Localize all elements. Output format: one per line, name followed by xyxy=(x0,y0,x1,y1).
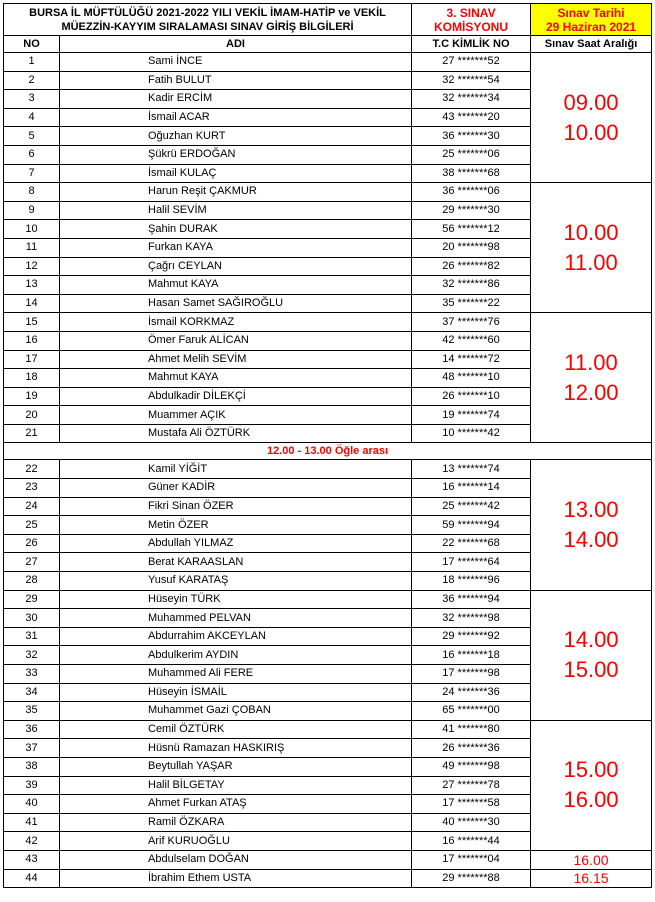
exam-end-time: 11.00 xyxy=(564,249,618,275)
candidate-name: Ömer Faruk ALİCAN xyxy=(60,331,412,350)
tc-id-number: 35 *******22 xyxy=(412,294,531,313)
row-number: 1 xyxy=(4,53,60,72)
tc-id-number: 32 *******54 xyxy=(412,71,531,90)
exam-date-value: 29 Haziran 2021 xyxy=(545,19,637,34)
tc-id-number: 13 *******74 xyxy=(412,460,531,479)
candidate-name: Halil SEVİM xyxy=(60,201,412,220)
tc-id-number: 14 *******72 xyxy=(412,350,531,369)
exam-end-time: 15.00 xyxy=(563,657,619,683)
row-number: 42 xyxy=(4,832,60,851)
row-number: 2 xyxy=(4,71,60,90)
tc-id-number: 17 *******64 xyxy=(412,553,531,572)
lunch-break-label: 12.00 - 13.00 Öğle arası xyxy=(4,443,652,460)
column-header-name: ADI xyxy=(60,36,412,53)
tc-id-number: 59 *******94 xyxy=(412,516,531,535)
candidate-name: Abdurrahim AKCEYLAN xyxy=(60,627,412,646)
row-number: 34 xyxy=(4,683,60,702)
exam-start-time: 14.00 xyxy=(563,627,619,653)
row-number: 21 xyxy=(4,424,60,443)
row-number: 15 xyxy=(4,313,60,332)
row-number: 33 xyxy=(4,665,60,684)
tc-id-number: 27 *******78 xyxy=(412,776,531,795)
tc-id-number: 29 *******92 xyxy=(412,627,531,646)
tc-id-number: 17 *******58 xyxy=(412,795,531,814)
table-row xyxy=(4,313,652,332)
candidate-name: Muhammet Gazi ÇOBAN xyxy=(60,702,412,721)
candidate-name: Metin ÖZER xyxy=(60,516,412,535)
row-number: 40 xyxy=(4,795,60,814)
candidate-name: Abdullah YILMAZ xyxy=(60,534,412,553)
lunch-break-row xyxy=(4,443,652,460)
candidate-name: Mahmut KAYA xyxy=(60,276,412,295)
candidate-name: Ahmet Melih SEVİM xyxy=(60,350,412,369)
row-number: 7 xyxy=(4,164,60,183)
candidate-name: Güner KADİR xyxy=(60,479,412,498)
candidate-name: İsmail KORKMAZ xyxy=(60,313,412,332)
candidate-name: Kamil YİĞİT xyxy=(60,460,412,479)
column-header-tc: T.C KİMLİK NO xyxy=(412,36,531,53)
tc-id-number: 26 *******36 xyxy=(412,739,531,758)
candidate-name: Muhammed Ali FERE xyxy=(60,665,412,684)
row-number: 17 xyxy=(4,350,60,369)
candidate-name: Abdulselam DOĞAN xyxy=(60,850,412,869)
table-row xyxy=(4,590,652,609)
candidate-name: Mahmut KAYA xyxy=(60,369,412,388)
exam-end-time: 16.00 xyxy=(563,787,619,813)
tc-id-number: 17 *******98 xyxy=(412,665,531,684)
tc-id-number: 22 *******68 xyxy=(412,534,531,553)
row-number: 44 xyxy=(4,869,60,888)
tc-id-number: 27 *******52 xyxy=(412,53,531,72)
candidate-name: Arif KURUOĞLU xyxy=(60,832,412,851)
row-number: 8 xyxy=(4,183,60,202)
exam-time-range xyxy=(531,313,652,443)
tc-id-number: 36 *******30 xyxy=(412,127,531,146)
candidate-name: Cemil ÖZTÜRK xyxy=(60,720,412,739)
exam-start-time: 10.00 xyxy=(563,219,619,245)
tc-id-number: 29 *******88 xyxy=(412,869,531,888)
exam-start-time: 11.00 xyxy=(564,349,618,375)
document-title: BURSA İL MÜFTÜLÜĞÜ 2021-2022 YILI VEKİL İMAM-HATİP ve VEKİL MÜEZZİN-KAYYIM SIRALAMASI SINAV GİRİŞ BİLGİLERİ xyxy=(4,4,412,36)
tc-id-number: 41 *******80 xyxy=(412,720,531,739)
row-number: 4 xyxy=(4,108,60,127)
tc-id-number: 25 *******42 xyxy=(412,497,531,516)
row-number: 18 xyxy=(4,369,60,388)
tc-id-number: 29 *******30 xyxy=(412,201,531,220)
candidate-name: İsmail ACAR xyxy=(60,108,412,127)
exam-time: 16.00 xyxy=(531,850,652,869)
candidate-name: Yusuf KARATAŞ xyxy=(60,572,412,591)
table-row xyxy=(4,850,652,869)
row-number: 22 xyxy=(4,460,60,479)
candidate-name: Ramil ÖZKARA xyxy=(60,813,412,832)
row-number: 19 xyxy=(4,387,60,406)
tc-id-number: 37 *******76 xyxy=(412,313,531,332)
row-number: 29 xyxy=(4,590,60,609)
exam-time-range xyxy=(531,590,652,720)
exam-end-time: 12.00 xyxy=(563,379,619,405)
tc-id-number: 19 *******74 xyxy=(412,406,531,425)
tc-id-number: 56 *******12 xyxy=(412,220,531,239)
candidate-name: İbrahim Ethem USTA xyxy=(60,869,412,888)
candidate-name: Sami İNCE xyxy=(60,53,412,72)
candidate-name: Abdulkerim AYDIN xyxy=(60,646,412,665)
candidate-name: Hüseyin TÜRK xyxy=(60,590,412,609)
row-number: 31 xyxy=(4,627,60,646)
row-number: 32 xyxy=(4,646,60,665)
row-number: 9 xyxy=(4,201,60,220)
tc-id-number: 36 *******06 xyxy=(412,183,531,202)
column-header-no: NO xyxy=(4,36,60,53)
tc-id-number: 10 *******42 xyxy=(412,424,531,443)
candidate-name: Ahmet Furkan ATAŞ xyxy=(60,795,412,814)
row-number: 43 xyxy=(4,850,60,869)
tc-id-number: 36 *******94 xyxy=(412,590,531,609)
tc-id-number: 25 *******06 xyxy=(412,145,531,164)
candidate-name: Muhammed PELVAN xyxy=(60,609,412,628)
row-number: 41 xyxy=(4,813,60,832)
exam-time-range xyxy=(531,460,652,590)
candidate-name: Kadir ERCİM xyxy=(60,90,412,109)
row-number: 37 xyxy=(4,739,60,758)
row-number: 26 xyxy=(4,534,60,553)
exam-time-range xyxy=(531,183,652,313)
row-number: 20 xyxy=(4,406,60,425)
row-number: 10 xyxy=(4,220,60,239)
tc-id-number: 26 *******82 xyxy=(412,257,531,276)
tc-id-number: 20 *******98 xyxy=(412,238,531,257)
tc-id-number: 18 *******96 xyxy=(412,572,531,591)
candidate-name: Fatih BULUT xyxy=(60,71,412,90)
row-number: 16 xyxy=(4,331,60,350)
exam-time-range xyxy=(531,720,652,850)
candidate-name: Berat KARAASLAN xyxy=(60,553,412,572)
exam-schedule-table xyxy=(3,3,652,888)
row-number: 12 xyxy=(4,257,60,276)
row-number: 38 xyxy=(4,757,60,776)
row-number: 23 xyxy=(4,479,60,498)
exam-start-time: 09.00 xyxy=(563,89,619,115)
tc-id-number: 65 *******00 xyxy=(412,702,531,721)
table-row xyxy=(4,460,652,479)
table-row xyxy=(4,720,652,739)
candidate-name: Şahin DURAK xyxy=(60,220,412,239)
row-number: 30 xyxy=(4,609,60,628)
row-number: 25 xyxy=(4,516,60,535)
row-number: 3 xyxy=(4,90,60,109)
row-number: 35 xyxy=(4,702,60,721)
tc-id-number: 24 *******36 xyxy=(412,683,531,702)
column-header-time: Sınav Saat Aralığı xyxy=(531,36,652,53)
tc-id-number: 42 *******60 xyxy=(412,331,531,350)
tc-id-number: 38 *******68 xyxy=(412,164,531,183)
row-number: 5 xyxy=(4,127,60,146)
exam-start-time: 13.00 xyxy=(563,497,619,523)
candidate-name: Muammer AÇIK xyxy=(60,406,412,425)
row-number: 27 xyxy=(4,553,60,572)
exam-time: 16.15 xyxy=(531,869,652,888)
exam-time-range xyxy=(531,53,652,183)
exam-end-time: 10.00 xyxy=(563,119,619,145)
tc-id-number: 16 *******44 xyxy=(412,832,531,851)
candidate-name: Hüseyin İSMAİL xyxy=(60,683,412,702)
row-number: 13 xyxy=(4,276,60,295)
table-row xyxy=(4,869,652,888)
row-number: 24 xyxy=(4,497,60,516)
exam-start-time: 15.00 xyxy=(563,757,619,783)
tc-id-number: 43 *******20 xyxy=(412,108,531,127)
row-number: 36 xyxy=(4,720,60,739)
candidate-name: Abdulkadir DİLEKÇİ xyxy=(60,387,412,406)
tc-id-number: 17 *******04 xyxy=(412,850,531,869)
table-row xyxy=(4,53,652,72)
candidate-name: Mustafa Ali ÖZTÜRK xyxy=(60,424,412,443)
candidate-name: Çağrı CEYLAN xyxy=(60,257,412,276)
tc-id-number: 26 *******10 xyxy=(412,387,531,406)
candidate-name: Halil BİLGETAY xyxy=(60,776,412,795)
tc-id-number: 32 *******86 xyxy=(412,276,531,295)
tc-id-number: 40 *******30 xyxy=(412,813,531,832)
exam-date-cell xyxy=(531,4,652,36)
candidate-name: Şükrü ERDOĞAN xyxy=(60,145,412,164)
candidate-name: Beytullah YAŞAR xyxy=(60,757,412,776)
candidate-name: Hüsnü Ramazan HASKIRIŞ xyxy=(60,739,412,758)
candidate-name: İsmail KULAÇ xyxy=(60,164,412,183)
table-row xyxy=(4,183,652,202)
tc-id-number: 16 *******14 xyxy=(412,479,531,498)
tc-id-number: 49 *******98 xyxy=(412,757,531,776)
candidate-name: Fikri Sinan ÖZER xyxy=(60,497,412,516)
row-number: 39 xyxy=(4,776,60,795)
tc-id-number: 32 *******34 xyxy=(412,90,531,109)
tc-id-number: 32 *******98 xyxy=(412,609,531,628)
row-number: 14 xyxy=(4,294,60,313)
tc-id-number: 48 *******10 xyxy=(412,369,531,388)
candidate-name: Oğuzhan KURT xyxy=(60,127,412,146)
row-number: 11 xyxy=(4,238,60,257)
candidate-name: Hasan Samet SAĞIROĞLU xyxy=(60,294,412,313)
tc-id-number: 16 *******18 xyxy=(412,646,531,665)
row-number: 6 xyxy=(4,145,60,164)
commission-title: 3. SINAV KOMİSYONU xyxy=(412,4,531,36)
candidate-name: Harun Reşit ÇAKMUR xyxy=(60,183,412,202)
row-number: 28 xyxy=(4,572,60,591)
exam-end-time: 14.00 xyxy=(563,527,619,553)
exam-date-label: Sınav Tarihi xyxy=(557,5,625,20)
candidate-name: Furkan KAYA xyxy=(60,238,412,257)
